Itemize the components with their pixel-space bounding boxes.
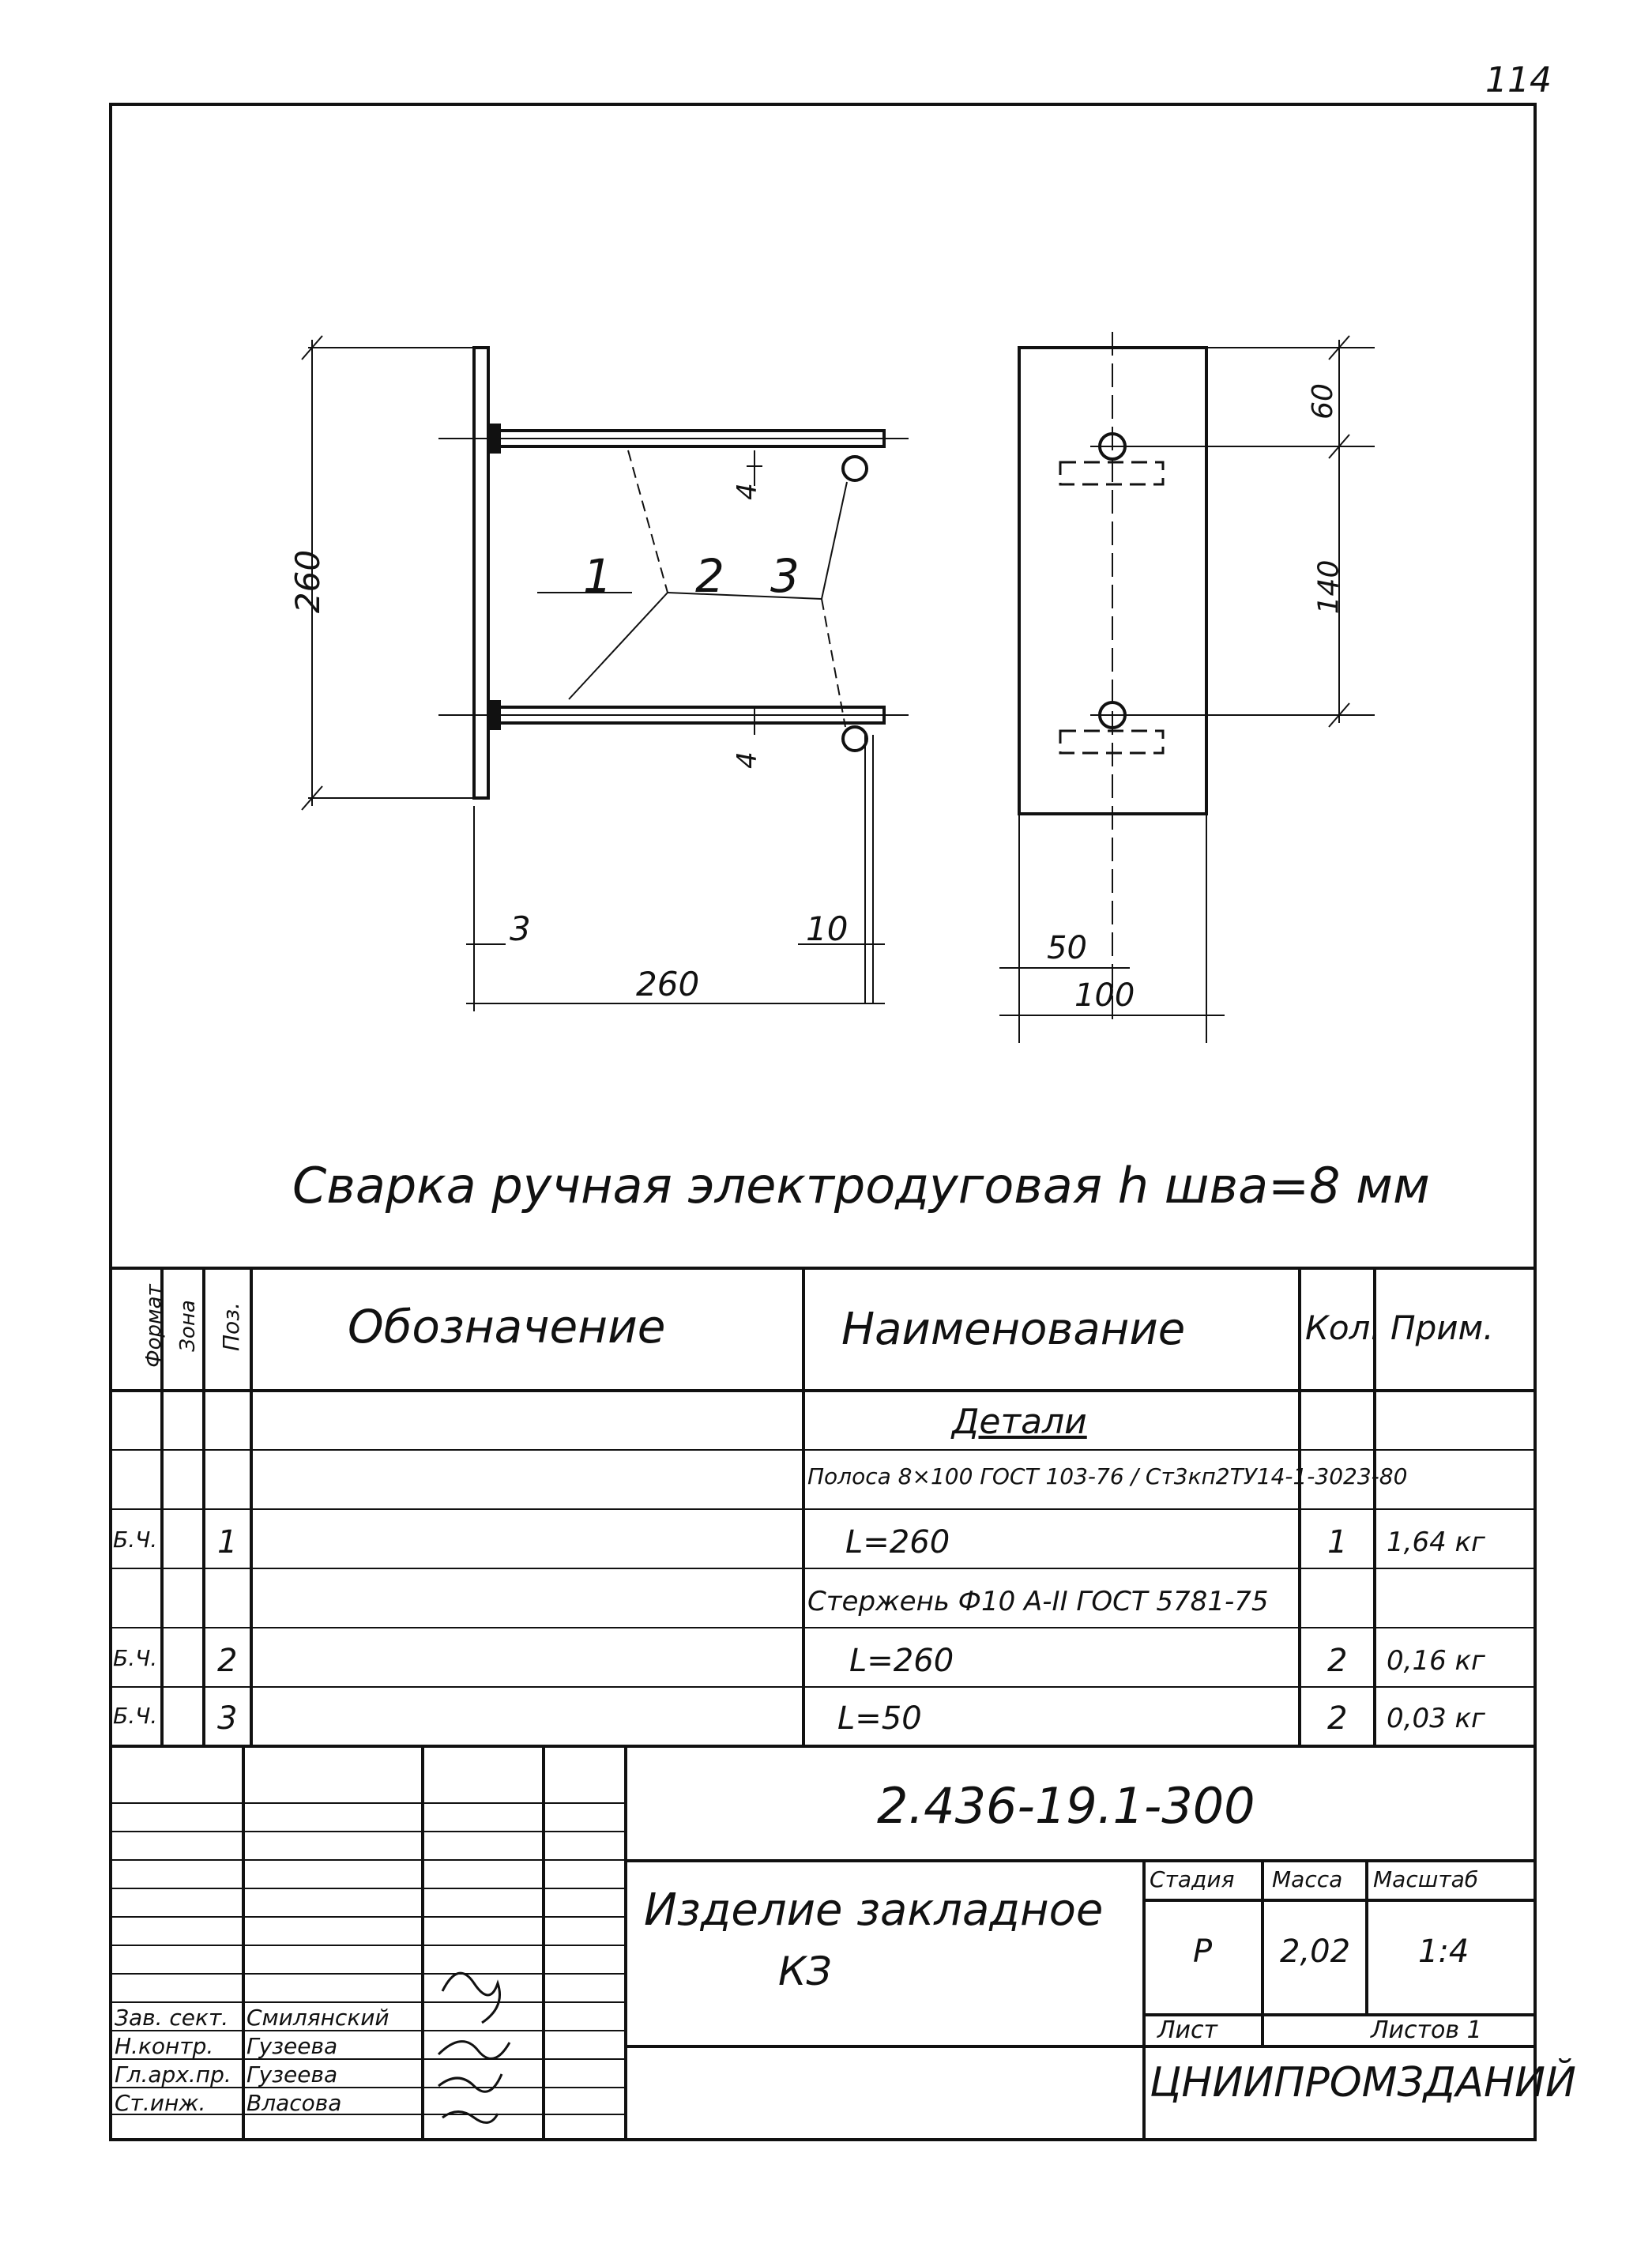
row4-qty: 2 (1327, 1700, 1348, 1737)
mass-label: Масса (1272, 1866, 1343, 1892)
header-pos: Поз. (217, 1302, 244, 1351)
sig-name-4: Власова (246, 2090, 342, 2116)
mass-value: 2,02 (1280, 1933, 1351, 1970)
dim-length: 260 (636, 965, 700, 1003)
row1-pos: 1 (217, 1524, 238, 1561)
header-name: Наименование (841, 1304, 1186, 1355)
row4-note: 0,03 кг (1387, 1703, 1485, 1734)
sig-role-3: Гл.арх.пр. (115, 2061, 231, 2088)
dim-weld-bottom: 4 (731, 751, 763, 769)
position-1: 1 (583, 549, 612, 603)
dim-front-top: 60 (1306, 383, 1339, 420)
sig-role-2: Н.контр. (115, 2033, 214, 2059)
scale-label: Масштаб (1373, 1866, 1479, 1892)
sheets-label: Листов 1 (1371, 2016, 1482, 2044)
organization: ЦНИИПРОМЗДАНИЙ (1150, 2059, 1576, 2107)
sig-role-4: Ст.инж. (115, 2090, 206, 2116)
row3-name: L=260 (849, 1643, 954, 1679)
anchor-bottom-pos3 (843, 727, 867, 751)
position-2: 2 (695, 549, 724, 603)
plate-pos1 (474, 348, 488, 798)
row4-pos: 3 (217, 1700, 238, 1737)
row0-name: Полоса 8×100 ГОСТ 103-76 / Ст3кп2ТУ14-1-3023-80 (807, 1463, 1408, 1489)
header-format: Формат (141, 1284, 166, 1368)
dim-front-width: 100 (1074, 977, 1135, 1014)
row3-qty: 2 (1327, 1643, 1348, 1679)
sig-name-2: Гузеева (246, 2033, 338, 2059)
sheet-label: Лист (1157, 2016, 1218, 2044)
header-designation: Обозначение (348, 1300, 666, 1354)
row3-pos: 2 (217, 1643, 238, 1679)
section-details: Детали (952, 1402, 1087, 1442)
stage-label: Стадия (1150, 1866, 1235, 1892)
row3-format: Б.Ч. (113, 1645, 158, 1671)
sig-name-3: Гузеева (246, 2061, 338, 2088)
handwritten-signatures (438, 1973, 510, 2122)
row1-note: 1,64 кг (1387, 1527, 1485, 1558)
dim-front-spacing: 140 (1312, 559, 1345, 615)
page-number: 114 (1485, 60, 1552, 100)
row3-note: 0,16 кг (1387, 1645, 1485, 1677)
anchor-top-pos3 (843, 457, 867, 480)
dim-rod-offset: 10 (806, 909, 849, 948)
row4-format: Б.Ч. (113, 1703, 158, 1729)
position-3: 3 (770, 549, 800, 603)
header-note: Прим. (1390, 1308, 1494, 1347)
header-zone: Зона (175, 1300, 200, 1352)
dim-side-height: 260 (288, 549, 328, 614)
row1-qty: 1 (1327, 1524, 1348, 1561)
dim-gap-left: 3 (510, 909, 531, 948)
sig-role-1: Зав. сект. (115, 2005, 229, 2031)
welding-note: Сварка ручная электродуговая h шва=8 мм (292, 1157, 1430, 1214)
stage-value: Р (1193, 1933, 1213, 1970)
dim-front-half: 50 (1047, 930, 1087, 966)
product-mark: КЗ (778, 1948, 832, 1994)
row2-name: Стержень Ф10 А-II ГОСТ 5781-75 (807, 1586, 1269, 1617)
row4-name: L=50 (837, 1700, 922, 1737)
product-name: Изделие закладное (644, 1884, 1104, 1936)
sig-name-1: Смилянский (246, 2005, 389, 2031)
dim-weld-top: 4 (731, 483, 763, 500)
header-qty: Кол. (1305, 1308, 1381, 1347)
scale-value: 1:4 (1418, 1933, 1469, 1970)
row1-format: Б.Ч. (113, 1527, 158, 1553)
row1-name: L=260 (845, 1524, 950, 1561)
doc-code: 2.436-19.1-300 (877, 1777, 1255, 1835)
